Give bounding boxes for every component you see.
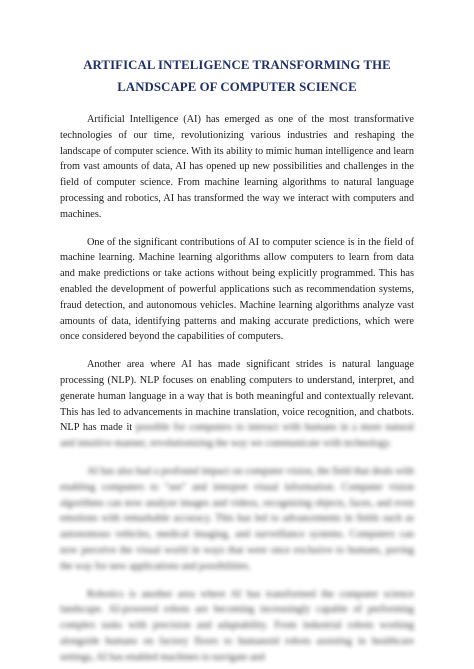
document-title [60, 54, 414, 98]
paragraph-3-visible-text: Another area where AI has made significant strides is natural language processing (NLP). NLP focuses on enabling computers to understand, interpret, and generate human language in a way that is both meaningful and contextually relevant. This has led to advancements in machine translation, voice recognition, and chatbots. NLP has made it [60, 359, 414, 434]
paragraph-5: Robotics is another area where AI has transformed the computer science landscape. AI-powered robots are becoming increasingly capable of performing complex tasks with precision and adaptability. From industrial robots working alongside humans on factory floors to humanoid robots assisting in healthcare settings, AI has enabled machines to navigate and [60, 588, 414, 663]
paragraph-2: One of the significant contributions of AI to computer science is in the field of machine learning. Machine learning algorithms allow computers to learn from data and make predictions or take actions without being explicitly programmed. This has enabled the development of powerful applications such as recommendation systems, fraud detection, and autonomous vehicles. Machine learning algorithms analyze vast amounts of data, identifying patterns and making accurate predictions, which were once considered beyond the capabilities of computers. [60, 236, 414, 343]
paragraph-3 [60, 357, 414, 452]
blurred-preview-region [60, 464, 414, 666]
title-line-2: LANDSCAPE OF COMPUTER SCIENCE [117, 80, 357, 94]
paragraph-3-blurred-text: possible for computers to interact with humans in a more natural and intuitive manner, revolutionizing the way we communicate with technology. [60, 422, 415, 450]
title-line-1: ARTIFICAL INTELIGENCE TRANSFORMING THE [83, 58, 391, 72]
paragraph-4: AI has also had a profound impact on computer vision, the field that deals with enabling computers to "see" and interpret visual information. Computer vision algorithms can now analyze images and videos, recognizing objects, faces, and even emotions with remarkable accuracy. This has led to advancements in fields such as autonomous vehicles, medical imaging, and surveillance systems. Computers can now perceive the visual world in ways that were once exclusive to humans, paving the way for new applications and possibilities. [60, 465, 414, 572]
paragraph-1: Artificial Intelligence (AI) has emerged as one of the most transformative technologies of our time, revolutionizing various industries and reshaping the landscape of computer science. With its ability to mimic human intelligence and learn from vast amounts of data, AI has opened up new possibilities and challenges in the field of computer science. From machine learning algorithms to natural language processing and robotics, AI has transformed the way we interact with computers and machines. [60, 114, 414, 220]
